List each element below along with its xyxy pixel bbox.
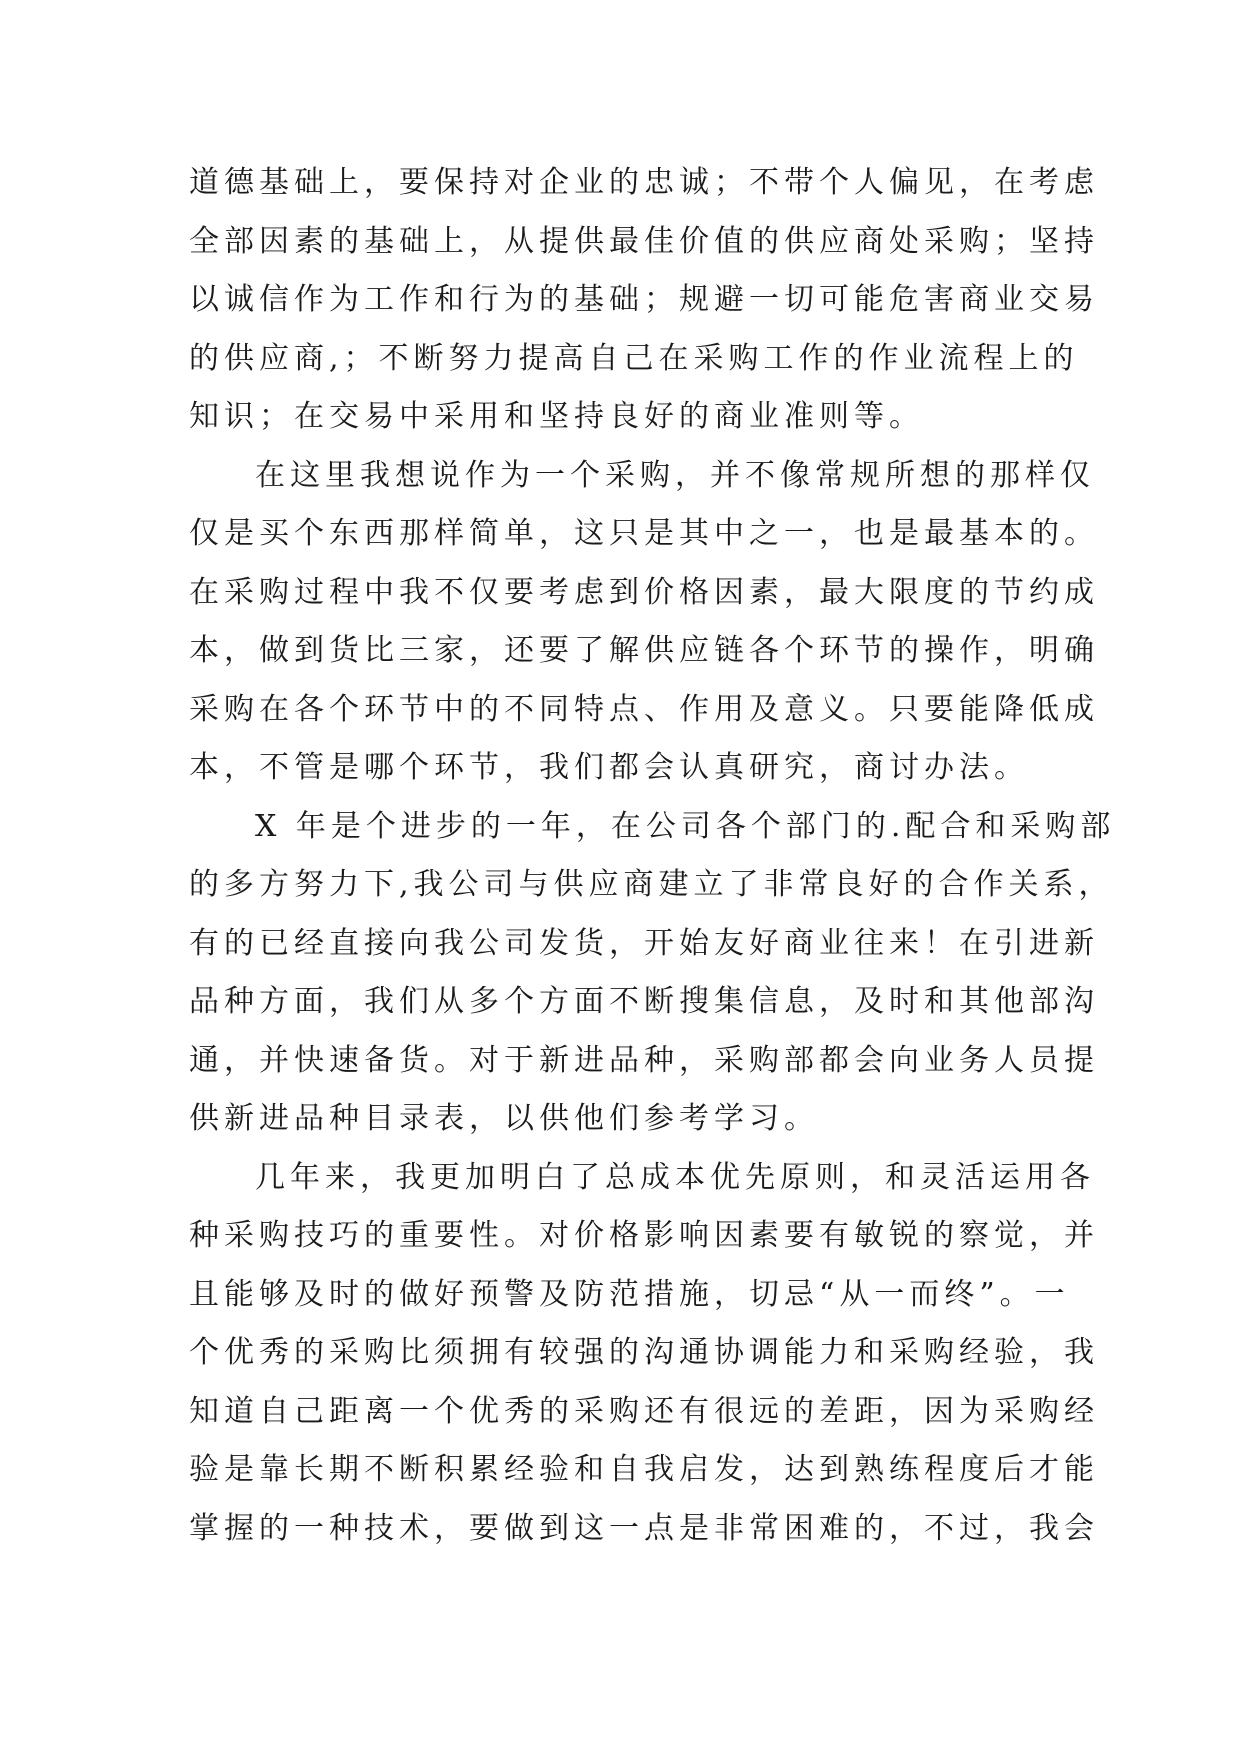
- text-line: 本，做到货比三家，还要了解供应链各个环节的操作，明确: [189, 633, 1099, 668]
- text-line: 有的已经直接向我公司发货，开始友好商业往来！在引进新: [189, 925, 1099, 961]
- paragraph-first-line: 几年来，我更加明白了总成本优先原则，和灵活运用各: [255, 1159, 1095, 1195]
- text-line: 采购在各个环节中的不同特点、作用及意义。只要能降低成: [189, 691, 1099, 727]
- text-line: 个优秀的采购比须拥有较强的沟通协调能力和采购经验，我: [189, 1335, 1099, 1370]
- text-line: 通，并快速备货。对于新进品种，采购部都会向业务人员提: [189, 1042, 1099, 1078]
- text-line: 本，不管是哪个环节，我们都会认真研究，商讨办法。: [189, 750, 1029, 785]
- text-line: 仅是买个东西那样简单，这只是其中之一，也是最基本的。: [189, 516, 1099, 551]
- text-line: 以诚信作为工作和行为的基础；规避一切可能危害商业交易: [189, 282, 1099, 317]
- text-line: 道德基础上，要保持对企业的忠诚；不带个人偏见，在考虑: [189, 165, 1099, 200]
- text-line: 全部因素的基础上，从提供最佳价值的供应商处采购；坚持: [189, 223, 1099, 259]
- text-line: 知识；在交易中采用和坚持良好的商业准则等。: [189, 399, 924, 434]
- paragraph-first-line: 在这里我想说作为一个采购，并不像常规所想的那样仅: [255, 457, 1095, 493]
- text-line: 且能够及时的做好预警及防范措施，切忌“从一而终”。一: [189, 1276, 1070, 1312]
- paragraph-first-line: X 年是个进步的一年，在公司各个部门的.配合和采购部: [255, 808, 1116, 844]
- text-line: 掌握的一种技术，要做到这一点是非常困难的，不过，我会: [189, 1510, 1099, 1546]
- text-line: 在采购过程中我不仅要考虑到价格因素，最大限度的节约成: [189, 574, 1099, 610]
- text-line: 品种方面，我们从多个方面不断搜集信息，及时和其他部沟: [189, 984, 1099, 1019]
- text-line: 的供应商,；不断努力提高自己在采购工作的作业流程上的: [189, 340, 1079, 376]
- text-line: 种采购技巧的重要性。对价格影响因素要有敏锐的察觉，并: [189, 1218, 1099, 1253]
- text-line: 的多方努力下,我公司与供应商建立了非常良好的合作关系，: [189, 867, 1114, 902]
- body-text: [189, 154, 1116, 1558]
- text-line: 供新进品种目录表，以供他们参考学习。: [189, 1101, 819, 1136]
- text-line: 验是靠长期不断积累经验和自我启发，达到熟练程度后才能: [189, 1452, 1099, 1487]
- text-line: 知道自己距离一个优秀的采购还有很远的差距，因为采购经: [189, 1393, 1099, 1429]
